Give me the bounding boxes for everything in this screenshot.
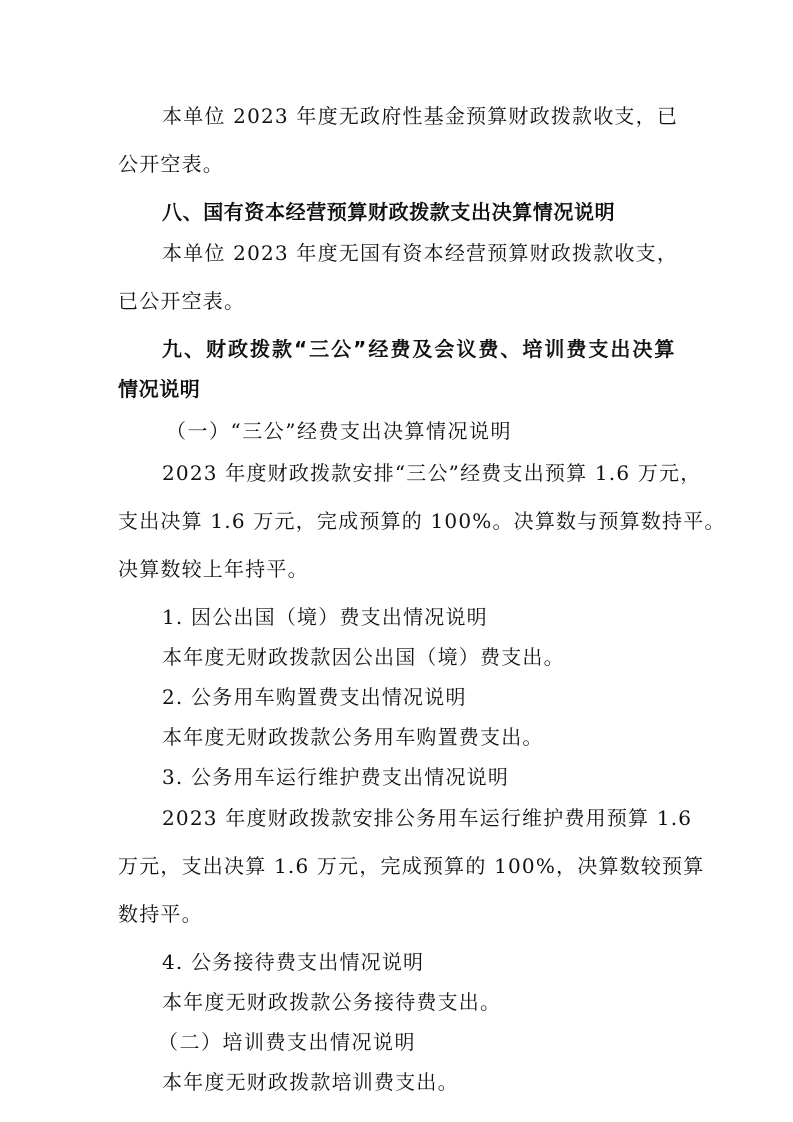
subsection-1-line-1: 2023 年度财政拨款安排“三公”经费支出预算 1.6 万元， <box>162 461 702 485</box>
item-3-line-2: 万元，支出决算 1.6 万元，完成预算的 100%，决算数较预算 <box>118 854 705 878</box>
section-8-line-1: 本单位 2023 年度无国有资本经营预算财政拨款收支， <box>162 241 679 265</box>
paragraph-7-line-1: 本单位 2023 年度无政府性基金预算财政拨款收支，已 <box>162 104 679 128</box>
item-3-line-3: 数持平。 <box>118 902 203 926</box>
item-1-title: 1. 因公出国（境）费支出情况说明 <box>162 605 488 629</box>
item-1-text: 本年度无财政拨款因公出国（境）费支出。 <box>162 645 565 669</box>
subsection-1-title: （一）“三公”经费支出决算情况说明 <box>166 419 512 443</box>
section-8-line-2: 已公开空表。 <box>118 289 246 313</box>
subsection-2-title: （二）培训费支出情况说明 <box>158 1030 416 1054</box>
item-3-line-1: 2023 年度财政拨款安排公务用车运行维护费用预算 1.6 <box>162 806 693 830</box>
subsection-1-line-2: 支出决算 1.6 万元，完成预算的 100%。决算数与预算数持平。 <box>118 509 726 533</box>
item-3-title: 3. 公务用车运行维护费支出情况说明 <box>162 765 510 789</box>
item-2-title: 2. 公务用车购置费支出情况说明 <box>162 685 467 709</box>
item-4-text: 本年度无财政拨款公务接待费支出。 <box>162 990 502 1014</box>
section-9-heading-line-1: 九、财政拨款“三公”经费及会议费、培训费支出决算 <box>162 337 675 361</box>
subsection-2-text: 本年度无财政拨款培训费支出。 <box>162 1070 459 1094</box>
subsection-1-line-3: 决算数较上年持平。 <box>118 557 309 581</box>
item-4-title: 4. 公务接待费支出情况说明 <box>162 950 425 974</box>
section-8-heading: 八、国有资本经营预算财政拨款支出决算情况说明 <box>162 200 616 224</box>
item-2-text: 本年度无财政拨款公务用车购置费支出。 <box>162 725 544 749</box>
section-9-heading-line-2: 情况说明 <box>118 377 201 401</box>
paragraph-7-line-2: 公开空表。 <box>118 152 224 176</box>
